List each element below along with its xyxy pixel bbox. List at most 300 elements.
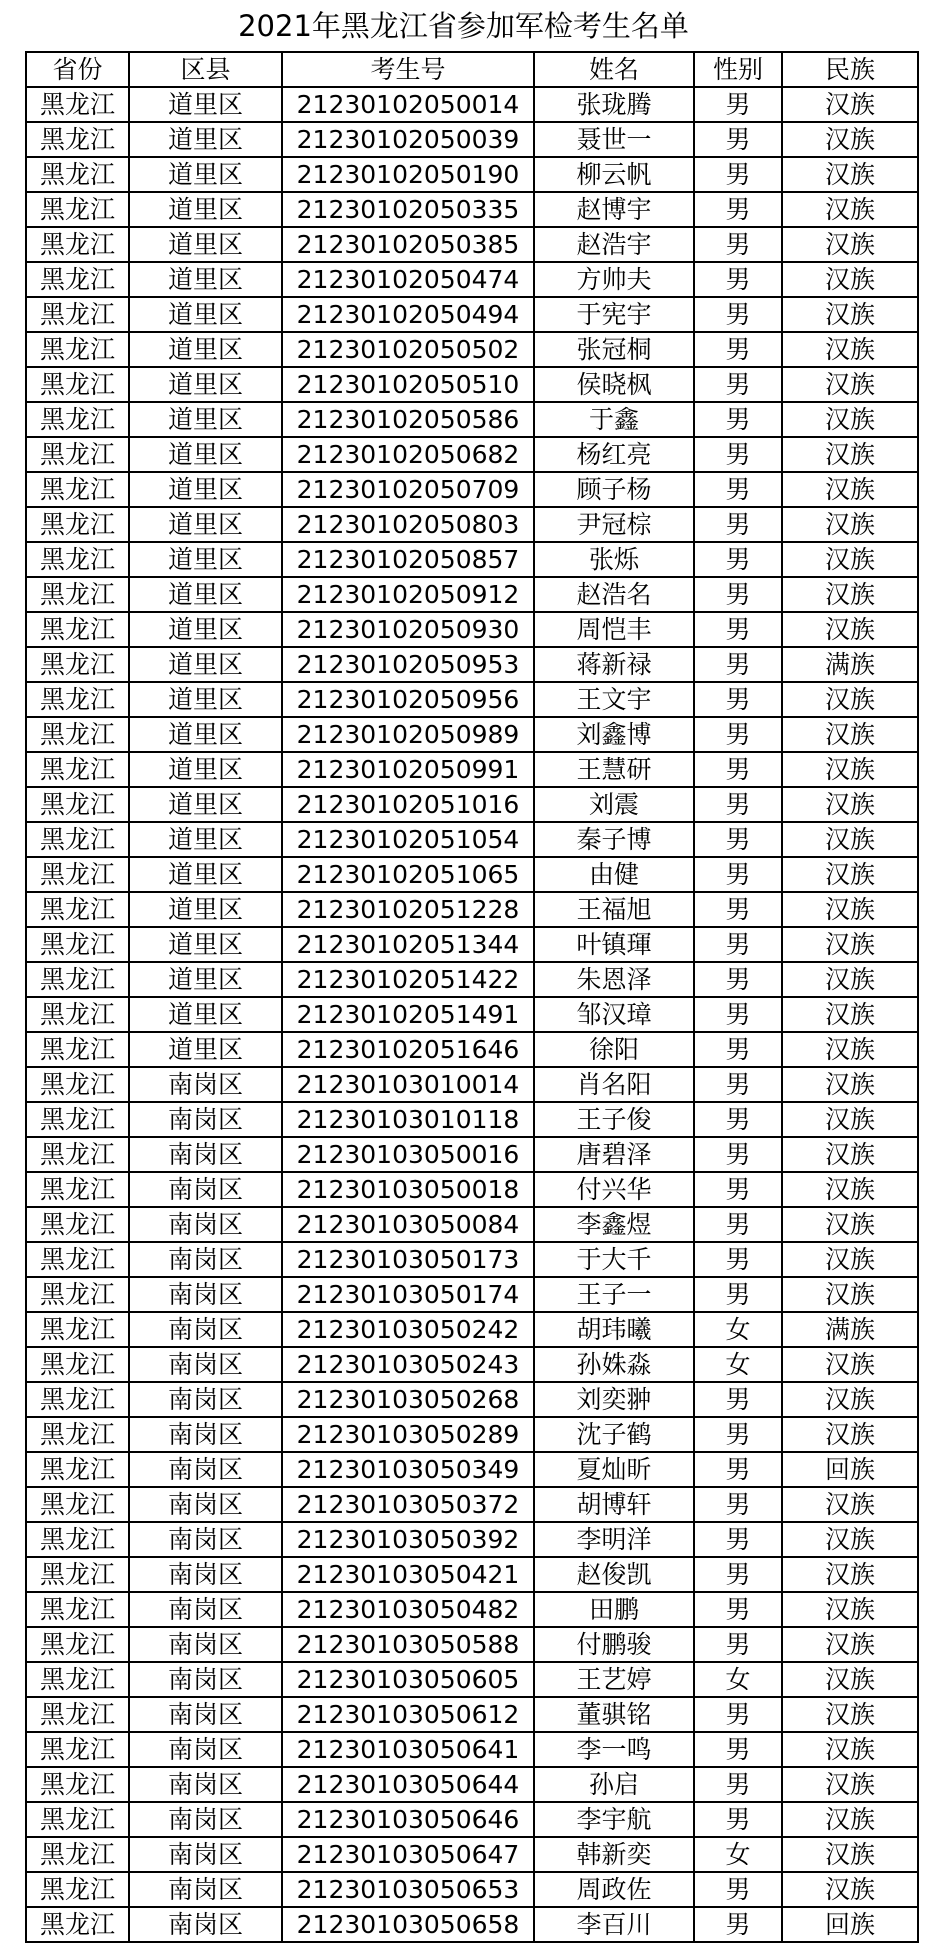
cell-ethnicity: 汉族	[782, 892, 918, 927]
table-row	[26, 1872, 918, 1907]
cell-gender: 女	[694, 1662, 782, 1697]
cell-gender: 男	[694, 1452, 782, 1487]
cell-province: 黑龙江	[26, 787, 129, 822]
cell-ethnicity: 汉族	[782, 1102, 918, 1137]
cell-ethnicity: 汉族	[782, 1172, 918, 1207]
cell-district: 道里区	[129, 787, 282, 822]
cell-province: 黑龙江	[26, 1522, 129, 1557]
cell-ethnicity: 汉族	[782, 1697, 918, 1732]
cell-province: 黑龙江	[26, 1802, 129, 1837]
cell-province: 黑龙江	[26, 1137, 129, 1172]
cell-ethnicity: 汉族	[782, 1032, 918, 1067]
cell-exam-number: 21230102050039	[282, 122, 534, 157]
cell-exam-number: 21230103050016	[282, 1137, 534, 1172]
cell-province: 黑龙江	[26, 1627, 129, 1662]
cell-ethnicity: 汉族	[782, 1732, 918, 1767]
cell-gender: 男	[694, 122, 782, 157]
cell-name: 赵浩名	[534, 577, 694, 612]
cell-name: 赵浩宇	[534, 227, 694, 262]
cell-gender: 男	[694, 822, 782, 857]
cell-province: 黑龙江	[26, 227, 129, 262]
cell-province: 黑龙江	[26, 1557, 129, 1592]
cell-ethnicity: 汉族	[782, 1557, 918, 1592]
cell-gender: 男	[694, 1522, 782, 1557]
cell-province: 黑龙江	[26, 1032, 129, 1067]
cell-district: 道里区	[129, 892, 282, 927]
cell-province: 黑龙江	[26, 647, 129, 682]
cell-name: 王子一	[534, 1277, 694, 1312]
cell-ethnicity: 汉族	[782, 612, 918, 647]
cell-ethnicity: 汉族	[782, 787, 918, 822]
table-row	[26, 997, 918, 1032]
cell-province: 黑龙江	[26, 262, 129, 297]
cell-ethnicity: 汉族	[782, 472, 918, 507]
table-row	[26, 752, 918, 787]
table-row	[26, 262, 918, 297]
cell-district: 道里区	[129, 192, 282, 227]
cell-name: 周恺丰	[534, 612, 694, 647]
cell-name: 李明洋	[534, 1522, 694, 1557]
cell-ethnicity: 汉族	[782, 297, 918, 332]
table-row	[26, 1032, 918, 1067]
cell-exam-number: 21230102050989	[282, 717, 534, 752]
cell-exam-number: 21230102050991	[282, 752, 534, 787]
cell-gender: 男	[694, 647, 782, 682]
cell-exam-number: 21230103050646	[282, 1802, 534, 1837]
table-row	[26, 472, 918, 507]
cell-gender: 男	[694, 682, 782, 717]
cell-ethnicity: 汉族	[782, 1487, 918, 1522]
cell-exam-number: 21230103050658	[282, 1907, 534, 1942]
table-row	[26, 402, 918, 437]
cell-ethnicity: 汉族	[782, 1662, 918, 1697]
cell-name: 王福旭	[534, 892, 694, 927]
table-row	[26, 1487, 918, 1522]
cell-name: 肖名阳	[534, 1067, 694, 1102]
cell-gender: 男	[694, 612, 782, 647]
cell-name: 韩新奕	[534, 1837, 694, 1872]
cell-name: 孙姝淼	[534, 1347, 694, 1382]
cell-gender: 男	[694, 1592, 782, 1627]
cell-ethnicity: 汉族	[782, 822, 918, 857]
cell-name: 于鑫	[534, 402, 694, 437]
table-row	[26, 1382, 918, 1417]
cell-gender: 男	[694, 1102, 782, 1137]
cell-district: 南岗区	[129, 1872, 282, 1907]
cell-district: 道里区	[129, 717, 282, 752]
cell-ethnicity: 汉族	[782, 1242, 918, 1277]
table-row	[26, 577, 918, 612]
cell-name: 唐碧泽	[534, 1137, 694, 1172]
cell-district: 道里区	[129, 87, 282, 122]
cell-name: 于宪宇	[534, 297, 694, 332]
cell-ethnicity: 汉族	[782, 437, 918, 472]
header-province: 省份	[26, 52, 129, 87]
cell-gender: 男	[694, 962, 782, 997]
cell-district: 道里区	[129, 822, 282, 857]
cell-gender: 男	[694, 542, 782, 577]
cell-ethnicity: 汉族	[782, 87, 918, 122]
cell-exam-number: 21230103050243	[282, 1347, 534, 1382]
cell-district: 道里区	[129, 857, 282, 892]
cell-exam-number: 21230103010014	[282, 1067, 534, 1102]
cell-district: 南岗区	[129, 1557, 282, 1592]
cell-district: 道里区	[129, 542, 282, 577]
cell-gender: 男	[694, 1277, 782, 1312]
cell-ethnicity: 汉族	[782, 1382, 918, 1417]
cell-province: 黑龙江	[26, 822, 129, 857]
cell-gender: 男	[694, 1697, 782, 1732]
cell-exam-number: 21230103050588	[282, 1627, 534, 1662]
cell-province: 黑龙江	[26, 297, 129, 332]
cell-exam-number: 21230102050803	[282, 507, 534, 542]
cell-district: 道里区	[129, 997, 282, 1032]
table-row	[26, 437, 918, 472]
cell-district: 道里区	[129, 1032, 282, 1067]
cell-exam-number: 21230103050174	[282, 1277, 534, 1312]
cell-province: 黑龙江	[26, 1312, 129, 1347]
cell-district: 南岗区	[129, 1312, 282, 1347]
cell-district: 道里区	[129, 367, 282, 402]
cell-name: 董骐铭	[534, 1697, 694, 1732]
cell-province: 黑龙江	[26, 402, 129, 437]
table-row	[26, 612, 918, 647]
cell-province: 黑龙江	[26, 1837, 129, 1872]
table-row	[26, 682, 918, 717]
cell-district: 道里区	[129, 927, 282, 962]
table-row	[26, 87, 918, 122]
cell-gender: 男	[694, 1872, 782, 1907]
cell-ethnicity: 汉族	[782, 682, 918, 717]
cell-district: 南岗区	[129, 1732, 282, 1767]
table-row	[26, 542, 918, 577]
header-name: 姓名	[534, 52, 694, 87]
cell-gender: 男	[694, 1382, 782, 1417]
cell-exam-number: 21230103050084	[282, 1207, 534, 1242]
cell-district: 道里区	[129, 647, 282, 682]
cell-province: 黑龙江	[26, 1277, 129, 1312]
cell-province: 黑龙江	[26, 192, 129, 227]
cell-name: 柳云帆	[534, 157, 694, 192]
cell-ethnicity: 汉族	[782, 1277, 918, 1312]
cell-ethnicity: 满族	[782, 647, 918, 682]
cell-gender: 男	[694, 157, 782, 192]
cell-gender: 男	[694, 1242, 782, 1277]
cell-gender: 男	[694, 227, 782, 262]
cell-name: 邹汉璋	[534, 997, 694, 1032]
cell-province: 黑龙江	[26, 437, 129, 472]
cell-gender: 男	[694, 1207, 782, 1242]
cell-name: 刘奕翀	[534, 1382, 694, 1417]
cell-district: 南岗区	[129, 1102, 282, 1137]
table-row	[26, 717, 918, 752]
cell-district: 南岗区	[129, 1592, 282, 1627]
cell-name: 刘鑫博	[534, 717, 694, 752]
cell-name: 张冠桐	[534, 332, 694, 367]
table-row	[26, 1767, 918, 1802]
cell-name: 刘震	[534, 787, 694, 822]
cell-name: 孙启	[534, 1767, 694, 1802]
cell-province: 黑龙江	[26, 1347, 129, 1382]
cell-exam-number: 21230102050857	[282, 542, 534, 577]
cell-ethnicity: 汉族	[782, 1417, 918, 1452]
cell-exam-number: 21230102051016	[282, 787, 534, 822]
cell-province: 黑龙江	[26, 157, 129, 192]
cell-name: 赵博宇	[534, 192, 694, 227]
header-gender: 性别	[694, 52, 782, 87]
cell-exam-number: 21230102050930	[282, 612, 534, 647]
cell-district: 南岗区	[129, 1172, 282, 1207]
cell-district: 南岗区	[129, 1347, 282, 1382]
cell-province: 黑龙江	[26, 332, 129, 367]
cell-exam-number: 21230102050709	[282, 472, 534, 507]
cell-ethnicity: 汉族	[782, 227, 918, 262]
table-row	[26, 857, 918, 892]
cell-ethnicity: 汉族	[782, 367, 918, 402]
cell-name: 付鹏骏	[534, 1627, 694, 1662]
cell-district: 道里区	[129, 157, 282, 192]
cell-ethnicity: 汉族	[782, 1207, 918, 1242]
cell-ethnicity: 回族	[782, 1907, 918, 1942]
cell-exam-number: 21230103010118	[282, 1102, 534, 1137]
table-row	[26, 227, 918, 262]
cell-exam-number: 21230103050242	[282, 1312, 534, 1347]
cell-ethnicity: 汉族	[782, 1592, 918, 1627]
table-row	[26, 1592, 918, 1627]
table-row	[26, 367, 918, 402]
table-row	[26, 1137, 918, 1172]
cell-ethnicity: 汉族	[782, 507, 918, 542]
table-row	[26, 1067, 918, 1102]
candidate-table	[25, 51, 919, 1943]
cell-province: 黑龙江	[26, 1207, 129, 1242]
cell-name: 张珑腾	[534, 87, 694, 122]
table-row	[26, 507, 918, 542]
cell-exam-number: 21230102051646	[282, 1032, 534, 1067]
cell-ethnicity: 汉族	[782, 1137, 918, 1172]
cell-gender: 男	[694, 1487, 782, 1522]
table-row	[26, 1172, 918, 1207]
table-row	[26, 1627, 918, 1662]
cell-district: 南岗区	[129, 1487, 282, 1522]
cell-province: 黑龙江	[26, 1242, 129, 1277]
cell-district: 南岗区	[129, 1067, 282, 1102]
cell-name: 张烁	[534, 542, 694, 577]
cell-gender: 男	[694, 857, 782, 892]
cell-gender: 女	[694, 1312, 782, 1347]
table-row	[26, 822, 918, 857]
cell-name: 侯晓枫	[534, 367, 694, 402]
cell-province: 黑龙江	[26, 577, 129, 612]
cell-name: 王慧研	[534, 752, 694, 787]
cell-province: 黑龙江	[26, 1102, 129, 1137]
cell-gender: 男	[694, 297, 782, 332]
cell-gender: 男	[694, 1732, 782, 1767]
table-row	[26, 192, 918, 227]
cell-exam-number: 21230102051054	[282, 822, 534, 857]
cell-ethnicity: 汉族	[782, 1872, 918, 1907]
cell-exam-number: 21230102050953	[282, 647, 534, 682]
cell-name: 李鑫煜	[534, 1207, 694, 1242]
cell-exam-number: 21230103050289	[282, 1417, 534, 1452]
cell-exam-number: 21230103050372	[282, 1487, 534, 1522]
table-row	[26, 647, 918, 682]
cell-ethnicity: 汉族	[782, 962, 918, 997]
cell-province: 黑龙江	[26, 1487, 129, 1522]
cell-district: 道里区	[129, 402, 282, 437]
cell-ethnicity: 满族	[782, 1312, 918, 1347]
cell-name: 胡玮曦	[534, 1312, 694, 1347]
cell-district: 南岗区	[129, 1802, 282, 1837]
cell-ethnicity: 汉族	[782, 997, 918, 1032]
cell-gender: 男	[694, 752, 782, 787]
cell-district: 道里区	[129, 507, 282, 542]
cell-gender: 男	[694, 1417, 782, 1452]
cell-name: 于大千	[534, 1242, 694, 1277]
cell-name: 秦子博	[534, 822, 694, 857]
cell-district: 南岗区	[129, 1697, 282, 1732]
cell-gender: 男	[694, 437, 782, 472]
cell-province: 黑龙江	[26, 1382, 129, 1417]
cell-ethnicity: 汉族	[782, 1837, 918, 1872]
cell-district: 道里区	[129, 962, 282, 997]
cell-district: 南岗区	[129, 1452, 282, 1487]
table-body	[26, 87, 918, 1942]
header-exam-number: 考生号	[282, 52, 534, 87]
cell-district: 南岗区	[129, 1277, 282, 1312]
cell-gender: 男	[694, 1137, 782, 1172]
cell-name: 李一鸣	[534, 1732, 694, 1767]
cell-exam-number: 21230103050173	[282, 1242, 534, 1277]
table-row	[26, 1557, 918, 1592]
cell-exam-number: 21230102050682	[282, 437, 534, 472]
cell-province: 黑龙江	[26, 927, 129, 962]
cell-province: 黑龙江	[26, 997, 129, 1032]
cell-exam-number: 21230102050385	[282, 227, 534, 262]
cell-name: 方帅夫	[534, 262, 694, 297]
cell-district: 道里区	[129, 472, 282, 507]
cell-exam-number: 21230103050268	[282, 1382, 534, 1417]
cell-district: 南岗区	[129, 1207, 282, 1242]
cell-ethnicity: 汉族	[782, 752, 918, 787]
cell-district: 南岗区	[129, 1382, 282, 1417]
cell-district: 道里区	[129, 682, 282, 717]
cell-exam-number: 21230102050014	[282, 87, 534, 122]
cell-name: 李宇航	[534, 1802, 694, 1837]
cell-province: 黑龙江	[26, 87, 129, 122]
cell-exam-number: 21230103050605	[282, 1662, 534, 1697]
cell-ethnicity: 汉族	[782, 717, 918, 752]
table-row	[26, 1452, 918, 1487]
cell-district: 南岗区	[129, 1137, 282, 1172]
cell-district: 南岗区	[129, 1662, 282, 1697]
cell-name: 王文宇	[534, 682, 694, 717]
cell-name: 王子俊	[534, 1102, 694, 1137]
table-row	[26, 1697, 918, 1732]
cell-name: 田鹏	[534, 1592, 694, 1627]
cell-district: 道里区	[129, 297, 282, 332]
table-row	[26, 1522, 918, 1557]
cell-district: 道里区	[129, 612, 282, 647]
cell-exam-number: 21230102050190	[282, 157, 534, 192]
cell-ethnicity: 汉族	[782, 1067, 918, 1102]
table-row	[26, 1102, 918, 1137]
cell-exam-number: 21230102050912	[282, 577, 534, 612]
cell-province: 黑龙江	[26, 752, 129, 787]
cell-ethnicity: 汉族	[782, 577, 918, 612]
document-title: 2021年黑龙江省参加军检考生名单	[238, 9, 689, 43]
cell-province: 黑龙江	[26, 1872, 129, 1907]
cell-ethnicity: 汉族	[782, 857, 918, 892]
cell-province: 黑龙江	[26, 367, 129, 402]
cell-district: 道里区	[129, 577, 282, 612]
cell-name: 沈子鹤	[534, 1417, 694, 1452]
cell-province: 黑龙江	[26, 1732, 129, 1767]
cell-exam-number: 21230103050641	[282, 1732, 534, 1767]
cell-name: 由健	[534, 857, 694, 892]
cell-exam-number: 21230103050644	[282, 1767, 534, 1802]
cell-name: 胡博轩	[534, 1487, 694, 1522]
cell-exam-number: 21230102051344	[282, 927, 534, 962]
table-row	[26, 1417, 918, 1452]
cell-name: 杨红亮	[534, 437, 694, 472]
cell-ethnicity: 汉族	[782, 1522, 918, 1557]
cell-province: 黑龙江	[26, 962, 129, 997]
cell-gender: 女	[694, 1837, 782, 1872]
cell-province: 黑龙江	[26, 507, 129, 542]
cell-gender: 男	[694, 402, 782, 437]
cell-ethnicity: 汉族	[782, 1347, 918, 1382]
cell-province: 黑龙江	[26, 1592, 129, 1627]
cell-gender: 女	[694, 1347, 782, 1382]
cell-gender: 男	[694, 367, 782, 402]
cell-exam-number: 21230103050482	[282, 1592, 534, 1627]
cell-gender: 男	[694, 507, 782, 542]
cell-name: 徐阳	[534, 1032, 694, 1067]
cell-exam-number: 21230102050474	[282, 262, 534, 297]
cell-ethnicity: 汉族	[782, 157, 918, 192]
cell-gender: 男	[694, 787, 782, 822]
cell-province: 黑龙江	[26, 1767, 129, 1802]
cell-name: 尹冠棕	[534, 507, 694, 542]
cell-name: 付兴华	[534, 1172, 694, 1207]
cell-ethnicity: 汉族	[782, 332, 918, 367]
cell-province: 黑龙江	[26, 1907, 129, 1942]
cell-exam-number: 21230102050335	[282, 192, 534, 227]
cell-province: 黑龙江	[26, 1452, 129, 1487]
cell-exam-number: 21230103050349	[282, 1452, 534, 1487]
cell-gender: 男	[694, 1767, 782, 1802]
cell-gender: 男	[694, 1557, 782, 1592]
cell-gender: 男	[694, 87, 782, 122]
table-row	[26, 1907, 918, 1942]
table-row	[26, 297, 918, 332]
cell-gender: 男	[694, 262, 782, 297]
cell-ethnicity: 汉族	[782, 262, 918, 297]
cell-gender: 男	[694, 1802, 782, 1837]
cell-exam-number: 21230103050018	[282, 1172, 534, 1207]
table-row	[26, 157, 918, 192]
cell-gender: 男	[694, 997, 782, 1032]
cell-name: 顾子杨	[534, 472, 694, 507]
header-district: 区县	[129, 52, 282, 87]
cell-province: 黑龙江	[26, 892, 129, 927]
cell-name: 聂世一	[534, 122, 694, 157]
cell-province: 黑龙江	[26, 122, 129, 157]
table-row	[26, 1837, 918, 1872]
cell-gender: 男	[694, 717, 782, 752]
table-row	[26, 1732, 918, 1767]
